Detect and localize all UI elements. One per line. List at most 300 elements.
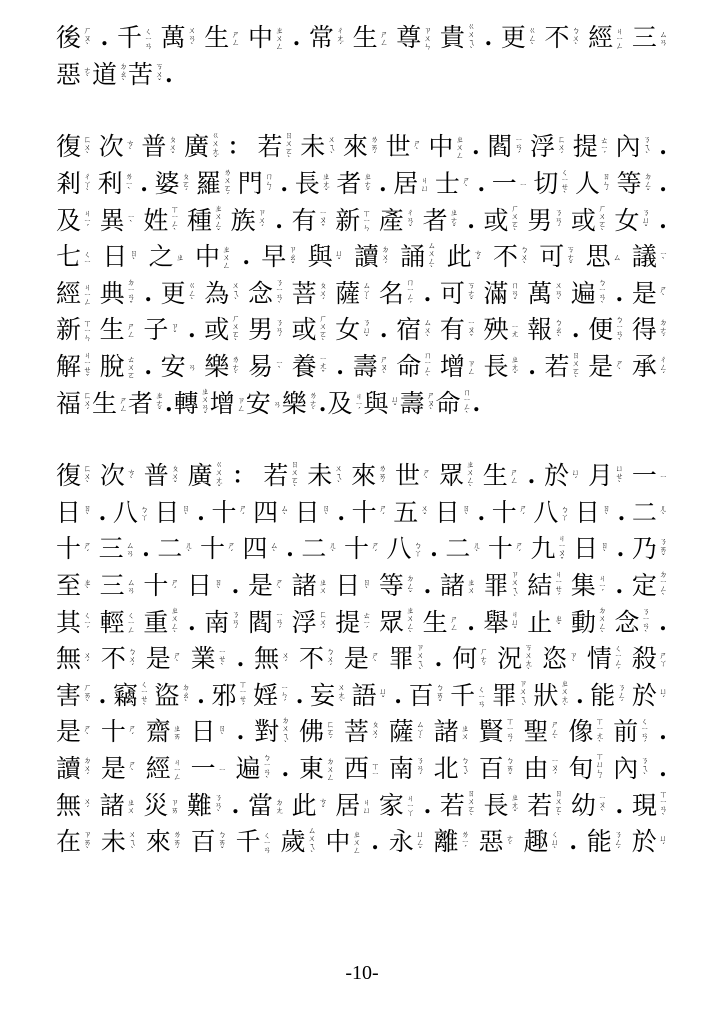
hanzi: 此	[446, 242, 472, 272]
annotated-character	[98, 170, 134, 198]
zhuyin-annotation: ㄕˊ	[514, 540, 524, 558]
hanzi: 十	[199, 534, 225, 564]
zhuyin-annotation: ㄐㄧㄥ	[172, 757, 182, 781]
annotated-character	[146, 645, 182, 673]
zhuyin-annotation: ㄕㄚ	[658, 651, 668, 668]
zhuyin-annotation: ㄑㄧˊ	[83, 610, 93, 635]
zhuyin-annotation: ㄋㄢˊ	[231, 610, 241, 636]
annotated-character	[113, 499, 149, 527]
annotated-character	[501, 24, 537, 52]
hanzi: 離	[433, 827, 459, 857]
hanzi: 早	[261, 242, 287, 272]
zhuyin-annotation: ㄙㄨㄥˋ	[427, 240, 437, 274]
zhuyin-annotation: ㄓㄞ	[172, 724, 182, 741]
zhuyin-annotation: ㄖㄨㄛˋ	[284, 130, 294, 164]
zhuyin-annotation: ㄕˋ	[422, 467, 432, 485]
hanzi: 來	[145, 827, 171, 857]
hanzi: 害	[56, 680, 82, 710]
annotated-character	[527, 570, 563, 601]
annotated-character	[144, 462, 180, 490]
zhuyin-annotation: ㄓㄨ	[126, 797, 136, 814]
zhuyin-annotation: ㄧㄢˊ	[274, 610, 284, 635]
zhuyin-annotation: ㄓㄨㄥˋ	[170, 606, 180, 640]
punctuation: .	[144, 354, 152, 381]
zhuyin-annotation: ㄘˇ	[318, 797, 328, 815]
hanzi: 無	[56, 644, 82, 674]
zhuyin-annotation: ㄧㄡˋ	[597, 793, 607, 818]
hanzi: 來	[342, 132, 368, 162]
zhuyin-annotation: ㄉㄨㄥ	[326, 756, 336, 781]
zhuyin-annotation: ㄨㄢˋ	[554, 281, 564, 307]
zhuyin-annotation: ㄧˋ	[658, 249, 668, 265]
zhuyin-annotation: ㄅㄞˇ	[217, 829, 227, 855]
zhuyin-annotation: ㄗㄠˇ	[288, 244, 298, 270]
text-line	[56, 604, 668, 641]
annotated-character	[588, 315, 624, 346]
zhuyin-annotation: ㄉㄥˇ	[405, 573, 415, 599]
hanzi: 之	[148, 242, 174, 272]
annotated-character	[632, 280, 668, 308]
annotated-character	[56, 280, 92, 308]
zhuyin-annotation: ㄓㄨ	[460, 724, 470, 741]
hanzi: 殺	[631, 644, 657, 674]
hanzi: 百	[190, 827, 216, 857]
hanzi: 承	[631, 352, 657, 382]
hanzi: 議	[631, 242, 657, 272]
annotated-character	[632, 790, 668, 821]
hanzi: 動	[570, 607, 596, 637]
zhuyin-annotation: ㄓˇ	[554, 614, 564, 632]
hanzi: 女	[335, 315, 361, 345]
annotated-character	[588, 353, 624, 381]
hanzi: 更	[500, 23, 526, 53]
annotated-character	[613, 755, 649, 783]
annotated-character	[187, 572, 223, 600]
zhuyin-annotation: ㄓ	[175, 253, 185, 262]
hanzi: 不	[100, 644, 126, 674]
hanzi: 日	[186, 571, 212, 601]
punctuation: .	[659, 207, 667, 234]
zhuyin-annotation: ㄧㄡˇ	[466, 318, 476, 343]
punctuation: .	[187, 317, 196, 344]
hanzi: 諸	[433, 717, 459, 747]
annotated-character	[146, 755, 182, 783]
annotated-character	[530, 534, 566, 565]
annotated-character	[248, 792, 284, 820]
zhuyin-annotation: ㄒㄧㄢˋ	[658, 789, 668, 822]
hanzi: 前	[613, 717, 639, 747]
annotated-character	[632, 462, 668, 490]
annotated-character	[343, 133, 379, 161]
text-line	[56, 166, 668, 203]
zhuyin-annotation: ㄍㄨㄤˇ	[211, 130, 221, 164]
hanzi: 世	[385, 132, 411, 162]
annotated-character	[527, 789, 563, 822]
zhuyin-annotation: ㄌㄜˋ	[231, 354, 241, 380]
annotated-character	[117, 24, 153, 52]
annotated-character	[56, 462, 92, 490]
annotated-character	[102, 243, 138, 271]
zhuyin-annotation: ㄓㄨ	[466, 578, 476, 595]
hanzi: 養	[291, 352, 317, 382]
hanzi: 至	[56, 571, 82, 601]
zhuyin-annotation: ㄙˋ	[280, 504, 290, 522]
hanzi: 西	[343, 753, 369, 783]
zhuyin-annotation: ㄢ	[187, 363, 197, 372]
hanzi: 月	[588, 461, 614, 491]
hanzi: 止	[527, 607, 553, 637]
hanzi: 壽	[352, 352, 378, 382]
annotated-character	[617, 170, 653, 198]
hanzi: 男	[247, 315, 273, 345]
annotated-character	[379, 278, 415, 309]
annotated-character	[440, 316, 476, 344]
hanzi: 罪	[491, 680, 517, 710]
zhuyin-annotation: ㄧㄝˋ	[217, 647, 227, 671]
hanzi: 生	[92, 388, 118, 418]
hanzi: 狀	[533, 680, 559, 710]
zhuyin-annotation: ㄅㄞˇ	[505, 756, 515, 782]
hanzi: 生	[482, 461, 508, 491]
zhuyin-annotation: ㄋㄢˊ	[274, 317, 284, 343]
text-line	[56, 568, 668, 605]
hanzi: 新	[335, 205, 361, 235]
zhuyin-annotation: ㄩˇ	[334, 248, 344, 266]
punctuation: .	[659, 609, 667, 636]
annotated-character	[484, 792, 520, 820]
zhuyin-annotation: ㄓㄨㄥˋ	[465, 459, 475, 493]
annotated-character	[573, 535, 609, 563]
annotated-character	[632, 24, 668, 52]
hanzi: 貴	[439, 23, 465, 53]
hanzi: 盜	[154, 680, 180, 710]
hanzi: 於	[631, 680, 657, 710]
hanzi: 門	[237, 169, 263, 199]
hanzi: 世	[395, 461, 421, 491]
zhuyin-annotation: ㄗㄨㄣ	[423, 26, 433, 51]
zhuyin-annotation: ㄓㄨㄥ	[222, 245, 231, 270]
hanzi: 更	[160, 278, 186, 308]
zhuyin-annotation: ㄍㄨㄟˋ	[466, 21, 476, 55]
annotated-character	[363, 390, 399, 418]
annotated-character	[174, 387, 210, 420]
zhuyin-annotation: ㄉㄧㄥˋ	[658, 570, 668, 602]
annotated-character	[149, 243, 185, 271]
hanzi: 十	[343, 534, 369, 564]
zhuyin-annotation: ㄦˋ	[184, 540, 194, 558]
zhuyin-annotation: ㄙㄢ	[126, 578, 136, 595]
annotated-character	[527, 280, 563, 308]
annotated-character	[101, 828, 137, 856]
annotated-character	[292, 572, 328, 600]
zhuyin-annotation: ㄆㄨˊ	[318, 281, 328, 307]
zhuyin-annotation: ㄗㄥ	[236, 395, 246, 412]
hanzi: 或	[204, 315, 230, 345]
zhuyin-annotation: ㄢ	[272, 399, 282, 408]
zhuyin-annotation: ㄕㄥ	[449, 614, 459, 631]
annotated-character	[56, 351, 92, 382]
zhuyin-annotation: ㄕˊ	[238, 504, 248, 522]
text-line	[56, 385, 668, 422]
annotated-character	[292, 280, 328, 308]
hanzi: 者	[422, 205, 448, 235]
zhuyin-annotation: ㄑㄧㄥ	[126, 611, 136, 634]
hanzi: 宿	[396, 315, 422, 345]
zhuyin-annotation: ㄌㄞˊ	[369, 134, 379, 160]
hanzi: 剎	[56, 169, 82, 199]
hanzi: 命	[396, 352, 422, 382]
hanzi: 生	[204, 23, 230, 53]
hanzi: 者	[336, 169, 362, 199]
hanzi: 十	[491, 497, 517, 527]
annotated-character	[440, 280, 476, 308]
hanzi: 日	[102, 242, 128, 272]
hanzi: 與	[307, 242, 333, 272]
zhuyin-annotation: ㄗㄞˋ	[83, 829, 93, 855]
hanzi: 四	[253, 497, 279, 527]
hanzi: 諸	[291, 571, 317, 601]
zhuyin-annotation: ㄧㄡˊ	[550, 757, 560, 781]
zhuyin-annotation: ㄖˋ	[129, 248, 139, 266]
annotated-character	[248, 353, 284, 381]
hanzi: 有	[439, 315, 465, 345]
zhuyin-annotation: ㄉㄥˇ	[643, 171, 653, 197]
zhuyin-annotation: ㄌㄧˊ	[460, 830, 470, 854]
hanzi: 易	[247, 352, 273, 382]
annotated-character	[56, 755, 92, 783]
hanzi: 八	[533, 497, 559, 527]
annotated-character	[344, 718, 380, 746]
hanzi: 男	[527, 205, 553, 235]
hanzi: 薩	[335, 278, 361, 308]
hanzi: 十	[211, 497, 237, 527]
zhuyin-annotation: ㄊㄧˊ	[362, 610, 372, 635]
annotated-character	[632, 243, 668, 271]
hanzi: 安	[160, 352, 186, 382]
punctuation: .	[197, 682, 205, 709]
zhuyin-annotation: ㄓㄤˇ	[510, 793, 520, 819]
hanzi: 增	[209, 388, 235, 418]
zhuyin-annotation: ㄕˊ	[170, 577, 180, 595]
zhuyin-annotation: ㄖˋ	[181, 504, 191, 522]
annotated-character	[434, 755, 470, 783]
zhuyin-annotation: ㄕㄥ	[119, 395, 129, 412]
annotated-character	[146, 718, 182, 746]
hanzi: 是	[145, 644, 171, 674]
annotated-character	[200, 535, 236, 563]
hanzi: 賢	[478, 717, 504, 747]
hanzi: 念	[614, 607, 640, 637]
hanzi: 中	[428, 132, 454, 162]
hanzi: 思	[585, 242, 611, 272]
hanzi: 後	[56, 23, 82, 53]
hanzi: 廣	[187, 461, 213, 491]
hanzi: 有	[291, 205, 317, 235]
zhuyin-annotation: ㄌㄞˊ	[172, 829, 182, 855]
zhuyin-annotation: ㄖˋ	[213, 577, 223, 595]
annotated-character	[128, 61, 164, 89]
hanzi: 是	[247, 571, 273, 601]
hanzi: 若	[439, 790, 465, 820]
hanzi: 諸	[99, 790, 125, 820]
zhuyin-annotation: ㄌㄜˋ	[308, 391, 318, 417]
hanzi: 薩	[388, 717, 414, 747]
zhuyin-annotation: ㄋㄞˇ	[658, 536, 668, 562]
annotated-character	[335, 609, 371, 637]
annotated-character	[143, 316, 179, 344]
hanzi: 異	[99, 205, 125, 235]
hanzi: 現	[631, 790, 657, 820]
annotated-character	[575, 170, 611, 198]
annotated-character	[487, 133, 523, 161]
zhuyin-annotation: ㄗㄥ	[466, 359, 476, 376]
annotated-character	[335, 316, 371, 344]
annotated-character	[445, 535, 481, 563]
annotated-character	[439, 460, 475, 493]
punctuation: .	[337, 499, 345, 526]
hanzi: 內	[613, 753, 639, 783]
zhuyin-annotation: ㄐㄧㄥ	[83, 282, 93, 306]
hanzi: 於	[544, 461, 570, 491]
hanzi: 樂	[281, 388, 307, 418]
annotated-character	[395, 462, 431, 490]
annotated-character	[423, 207, 459, 235]
annotated-character	[484, 570, 520, 603]
annotated-character	[280, 826, 316, 859]
annotated-character	[101, 718, 137, 746]
punctuation: .	[423, 792, 432, 819]
annotated-character	[484, 280, 520, 308]
hanzi: 新	[56, 315, 82, 345]
zhuyin-annotation: ㄖㄨㄛˋ	[466, 789, 476, 823]
annotated-character	[56, 170, 92, 198]
zhuyin-annotation: ㄒㄧ	[370, 761, 380, 777]
zhuyin-annotation: ㄕㄥˋ	[550, 719, 560, 745]
zhuyin-annotation: ㄙㄢ	[125, 541, 135, 558]
text-line	[56, 678, 668, 715]
zhuyin-annotation: ㄗˋ	[569, 650, 579, 668]
zhuyin-annotation: ㄐㄧㄡˇ	[557, 533, 567, 566]
annotated-character	[246, 390, 282, 418]
hanzi: 百	[408, 680, 434, 710]
hanzi: 為	[204, 278, 230, 308]
punctuation: .	[286, 536, 294, 563]
hanzi: 不	[492, 242, 518, 272]
hanzi: 得	[631, 315, 657, 345]
zhuyin-annotation: ㄈㄨˊ	[318, 610, 328, 636]
annotated-character	[523, 755, 559, 783]
punctuation: .	[423, 573, 432, 600]
zhuyin-annotation: ㄖˋ	[362, 577, 372, 595]
annotated-character	[100, 609, 136, 637]
zhuyin-annotation: ㄧ	[217, 765, 227, 773]
zhuyin-annotation: ㄧ	[658, 473, 668, 480]
hanzi: 二	[157, 534, 183, 564]
hanzi: 姓	[143, 205, 169, 235]
annotated-character	[440, 22, 476, 55]
hanzi: 讀	[353, 242, 379, 272]
annotated-character	[204, 280, 240, 308]
annotated-character	[571, 204, 607, 237]
hanzi: 經	[145, 753, 171, 783]
hanzi: 結	[527, 571, 553, 601]
annotated-character	[571, 606, 607, 639]
zhuyin-annotation: ㄕˋ	[658, 285, 668, 303]
hanzi: 常	[308, 23, 334, 53]
hanzi: 菩	[343, 717, 369, 747]
annotated-character	[488, 535, 524, 563]
zhuyin-annotation: ㄕˊ	[127, 723, 137, 741]
hanzi: 東	[299, 753, 325, 783]
hanzi: 女	[614, 205, 640, 235]
zhuyin-annotation: ㄉㄧㄢˇ	[126, 278, 136, 310]
hanzi: 誦	[400, 242, 426, 272]
annotated-character	[56, 390, 92, 418]
zhuyin-annotation: ㄐㄩ	[362, 797, 372, 814]
zhuyin-annotation: ㄓㄨ	[318, 578, 328, 595]
zhuyin-annotation: ㄓㄨㄥ	[352, 830, 362, 855]
zhuyin-annotation: ㄕㄥ	[509, 468, 519, 485]
zhuyin-annotation: ㄦˋ	[472, 540, 482, 558]
annotated-character	[155, 170, 191, 198]
text-line	[56, 458, 668, 495]
annotated-character	[545, 24, 581, 52]
punctuation: .	[140, 171, 148, 198]
hanzi: 輕	[99, 607, 125, 637]
annotated-character	[533, 679, 569, 712]
zhuyin-annotation: ㄕㄡˋ	[379, 354, 389, 380]
zhuyin-annotation: ㄓㄤˇ	[321, 171, 331, 197]
hanzi: 集	[570, 571, 596, 601]
annotated-character	[632, 570, 668, 601]
hanzi: 普	[141, 132, 167, 162]
zhuyin-annotation: ㄖˋ	[217, 723, 227, 741]
zhuyin-annotation: ㄕㄥ	[126, 322, 136, 339]
hanzi: 於	[631, 827, 657, 857]
zhuyin-annotation: ㄙˋ	[269, 540, 279, 558]
zhuyin-annotation: ㄖˋ	[461, 504, 471, 522]
zhuyin-annotation: ㄘˇ	[473, 248, 483, 266]
zhuyin-annotation: ㄅㄠˋ	[554, 317, 564, 343]
zhuyin-annotation: ㄏㄞˋ	[83, 683, 93, 709]
zhuyin-annotation: ㄏㄨㄛˋ	[597, 204, 607, 238]
zhuyin-annotation: ㄉㄠˋ	[181, 683, 191, 709]
annotated-character	[143, 572, 179, 600]
punctuation: .	[378, 171, 387, 198]
hanzi: 與	[363, 388, 389, 418]
annotated-character	[56, 243, 92, 271]
hanzi: 像	[568, 717, 594, 747]
hanzi: 切	[533, 169, 559, 199]
zhuyin-annotation: ㄙㄨㄟˋ	[307, 825, 317, 859]
annotated-character	[335, 207, 371, 235]
zhuyin-annotation: ㄒㄧㄝˊ	[238, 680, 248, 712]
zhuyin-annotation: ㄋㄩˇ	[641, 208, 651, 234]
hanzi: 是	[343, 644, 369, 674]
annotated-character	[613, 717, 649, 748]
annotated-character	[497, 643, 533, 676]
zhuyin-annotation: ㄅㄚ	[560, 504, 570, 521]
annotated-character	[393, 499, 429, 527]
zhuyin-annotation: ㄙㄚˋ	[362, 281, 372, 307]
text-line	[56, 57, 668, 94]
zhuyin-annotation: ㄙㄚˋ	[415, 719, 425, 745]
annotated-character	[100, 207, 136, 235]
text-line	[56, 129, 668, 166]
annotated-character	[210, 390, 246, 418]
annotated-character	[616, 133, 652, 161]
annotated-character	[379, 606, 415, 639]
